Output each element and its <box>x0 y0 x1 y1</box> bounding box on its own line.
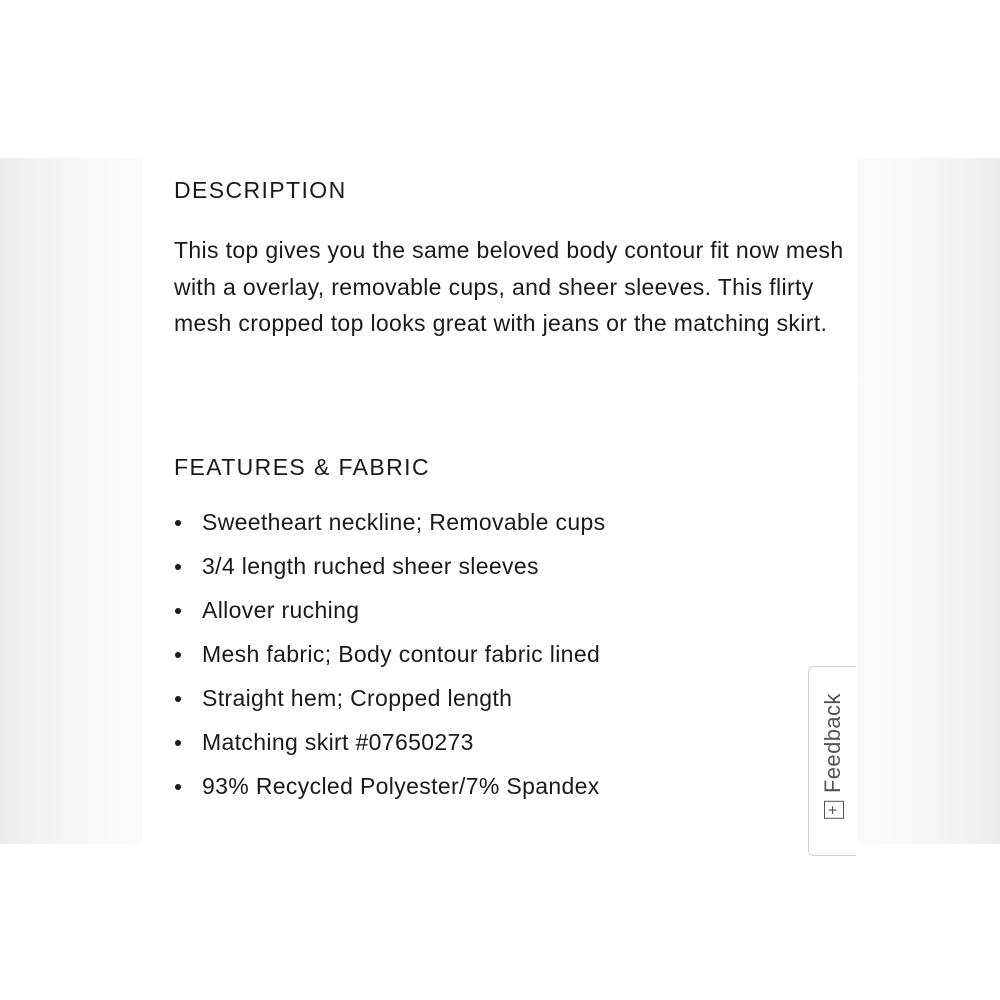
bullet-icon <box>175 696 181 702</box>
feature-item <box>174 592 605 636</box>
feedback-tab-content <box>820 693 846 819</box>
feature-item <box>174 504 605 548</box>
bullet-icon <box>175 784 181 790</box>
feedback-label: Feedback <box>820 693 845 794</box>
bullet-icon <box>175 608 181 614</box>
bullet-icon <box>175 564 181 570</box>
feature-item <box>174 636 605 680</box>
feature-item-text: Straight hem; Cropped length <box>202 685 513 711</box>
feature-item-text: Allover ruching <box>202 597 360 623</box>
feature-item <box>174 680 605 724</box>
description-text: This top gives you the same beloved body contour fit now mesh with a overlay, removable cups, and sheer sleeves. This flirty mesh cropped top looks great with jeans or the matching skirt. <box>174 237 844 336</box>
bullet-icon <box>175 520 181 526</box>
bullet-icon <box>175 652 181 658</box>
feature-item <box>174 768 605 812</box>
feature-item-text: 3/4 length ruched sheer sleeves <box>202 553 539 579</box>
feature-item <box>174 548 605 592</box>
feedback-button[interactable] <box>808 666 856 856</box>
feature-item-text: Mesh fabric; Body contour fabric lined <box>202 641 601 667</box>
feature-item-text: Matching skirt #07650273 <box>202 729 474 755</box>
bullet-icon <box>175 740 181 746</box>
feature-item-text: Sweetheart neckline; Removable cups <box>202 509 606 535</box>
plus-icon: + <box>824 801 844 819</box>
feature-item <box>174 724 605 768</box>
features-fabric-heading: FEATURES & FABRIC <box>174 454 430 480</box>
description-heading: DESCRIPTION <box>174 177 347 203</box>
features-list <box>174 504 605 812</box>
product-details-panel <box>143 158 857 844</box>
feature-item-text: 93% Recycled Polyester/7% Spandex <box>202 773 600 799</box>
